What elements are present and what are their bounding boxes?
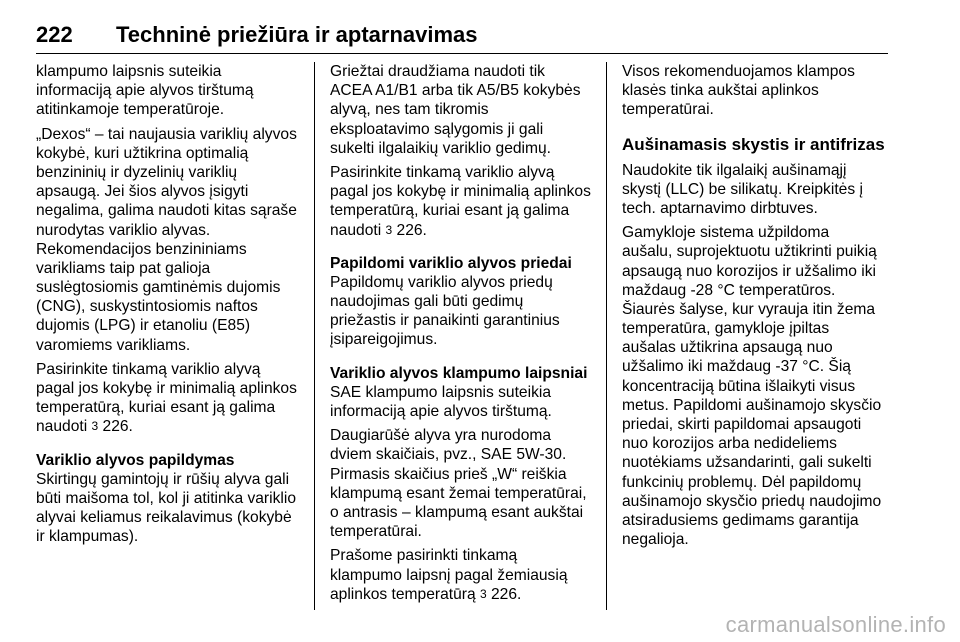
text-line: skystį (LLC) be silikatų. Kreipkitės į bbox=[622, 180, 863, 198]
text-line: naudojimas gali būti gedimų bbox=[330, 293, 524, 311]
section-heading: Variklio alyvos klampumo laipsniai bbox=[330, 364, 588, 382]
text-line: Naudokite tik ilgalaikį aušinamąjį bbox=[622, 161, 847, 179]
text-line: Pasirinkite tinkamą variklio alyvą bbox=[36, 360, 261, 378]
text-line: informaciją apie alyvos tirštumą bbox=[36, 82, 254, 100]
page-header bbox=[36, 22, 888, 50]
section-heading: Variklio alyvos papildymas bbox=[36, 451, 235, 469]
page-reference-icon: 3 bbox=[479, 586, 487, 601]
text-line: Papildomų variklio alyvos priedų bbox=[330, 273, 553, 291]
text-line: tech. aptarnavimo dirbtuves. bbox=[622, 199, 818, 217]
text-line: ir klampumas). bbox=[36, 528, 139, 546]
text: naudoti bbox=[330, 221, 386, 239]
text-line: Gamykloje sistema užpildoma bbox=[622, 224, 830, 242]
paragraph bbox=[330, 426, 596, 541]
text-line: koncentraciją būtina išlaikyti visus bbox=[622, 377, 856, 395]
paragraph bbox=[330, 273, 596, 350]
text-line: dviem skaičiais, pvz., SAE 5W-30. bbox=[330, 446, 567, 464]
text-line: aušalas užtikrina apsaugą nuo bbox=[622, 339, 833, 357]
text-line: priedai, skirti papildomai apsaugoti bbox=[622, 416, 862, 433]
section-heading: Papildomi variklio alyvos priedai bbox=[330, 254, 572, 272]
text-line: apsaugą nuo korozijos ir užšalimo iki bbox=[622, 262, 876, 280]
page-reference-icon: 3 bbox=[385, 222, 393, 237]
text-line: aušinamojo skysčio priedų naudojimo bbox=[622, 492, 882, 510]
text-line: klasės tinka aukštai aplinkos bbox=[622, 82, 819, 100]
text-line: atsiradusiems gedimams garantija bbox=[622, 511, 859, 529]
text-line: priežastis ir panaikinti garantinius bbox=[330, 312, 560, 330]
text-line: negalioja. bbox=[622, 531, 689, 549]
text-line: užšalimo iki maždaug -37 °C. Šią bbox=[622, 358, 851, 376]
text-line: (CNG), suskystintosiomis naftos bbox=[36, 298, 258, 316]
page-reference-link[interactable]: 226. bbox=[102, 418, 133, 436]
text-line: pagal jos kokybę ir minimalią aplinkos bbox=[36, 380, 297, 397]
watermark: carmanualsonline.info bbox=[725, 612, 946, 637]
paragraph bbox=[622, 161, 890, 219]
text-line: „Dexos“ – tai naujausia variklių alyvos bbox=[36, 125, 297, 143]
page-reference-link[interactable]: 226. bbox=[396, 221, 427, 239]
paragraph bbox=[330, 163, 596, 240]
text-line: klampumą esant žemai temperatūrai, bbox=[330, 484, 587, 502]
text-line: Rekomendacijos benzininiams bbox=[36, 240, 247, 258]
text-line: suslėgtosiomis gamtinėmis dujomis bbox=[36, 279, 281, 297]
paragraph bbox=[330, 383, 596, 421]
text-line: negalima, galima naudoti kitas sąraše bbox=[36, 202, 297, 220]
text-line: Griežtai draudžiama naudoti tik bbox=[330, 63, 545, 80]
text-line: varikliams taip pat galioja bbox=[36, 259, 211, 277]
text-line: Daugiarūšė alyva yra nurodoma bbox=[330, 427, 552, 445]
text-line: alyvai keliamus reikalavimus (kokybė bbox=[36, 509, 292, 527]
text-line: sukelti ilgalaikių variklio gedimų. bbox=[330, 139, 552, 157]
paragraph bbox=[36, 125, 304, 355]
paragraph bbox=[622, 62, 890, 120]
paragraph bbox=[36, 470, 304, 547]
text-line: atitinkamoje temperatūroje. bbox=[36, 101, 225, 119]
page-title: Techninė priežiūra ir aptarnavimas bbox=[116, 22, 478, 47]
header-divider bbox=[36, 53, 888, 54]
text-line: pagal jos kokybę ir minimalią aplinkos bbox=[330, 183, 591, 201]
text-line: nuotėkiams užsandarinti, gali sukelti bbox=[622, 454, 872, 472]
paragraph bbox=[36, 360, 304, 437]
page-reference-icon: 3 bbox=[91, 419, 99, 434]
text: aplinkos temperatūrą bbox=[330, 585, 480, 603]
text-line: Visos rekomenduojamos klampos bbox=[622, 63, 855, 80]
paragraph bbox=[330, 62, 596, 158]
paragraph bbox=[330, 546, 596, 604]
column-divider bbox=[606, 62, 607, 610]
text-line: nuo korozijos arba nedideliems bbox=[622, 435, 837, 453]
text-line bbox=[330, 585, 596, 604]
text-line: varomiems varikliams. bbox=[36, 336, 191, 354]
text-line: dujomis (LPG) ir etanoliu (E85) bbox=[36, 317, 251, 335]
text-line: informaciją apie alyvos tirštumą. bbox=[330, 403, 552, 420]
paragraph bbox=[36, 62, 304, 120]
text-line: nurodytas variklio alyvas. bbox=[36, 221, 211, 239]
text-line: ACEA A1/B1 arba tik A5/B5 kokybės bbox=[330, 82, 581, 100]
text-line: Pirmasis skaičius prieš „W“ reiškia bbox=[330, 465, 567, 483]
text-line: o antrasis – klampumą esant aukštai bbox=[330, 503, 584, 521]
text-line: maždaug -28 °C temperatūros. bbox=[622, 281, 836, 299]
text-line: SAE klampumo laipsnis suteikia bbox=[330, 383, 552, 401]
page-number: 222 bbox=[36, 22, 73, 47]
text: naudoti bbox=[36, 418, 92, 436]
text-line: metus. Papildomi aušinamojo skysčio bbox=[622, 396, 882, 414]
column-2 bbox=[330, 62, 596, 604]
text-line: Skirtingų gamintojų ir rūšių alyva gali bbox=[36, 470, 290, 488]
text-line: alyvą, nes tam tikromis bbox=[330, 101, 489, 119]
text-line: aušalu, suprojektuotu užtikrinti puikią bbox=[622, 243, 877, 261]
column-1 bbox=[36, 62, 304, 547]
paragraph bbox=[622, 223, 890, 549]
text-line: Prašome pasirinkti tinkamą bbox=[330, 547, 518, 565]
section-heading: Aušinamasis skystis ir antifrizas bbox=[622, 134, 885, 154]
text-line: benzininių ir dyzelinių variklių bbox=[36, 163, 238, 181]
text-line: Šiaurės šalyse, kur vyrauja itin žema bbox=[622, 300, 876, 318]
text-line: temperatūrą, kuriai esant ją galima bbox=[330, 202, 570, 220]
text-line: Pasirinkite tinkamą variklio alyvą bbox=[330, 163, 555, 181]
text-line: apsaugą. Jei šios alyvos įsigyti bbox=[36, 183, 249, 201]
text-line: funkcinių problemų. Dėl papildomų bbox=[622, 473, 862, 491]
text-line: kokybė, kuri užtikrina optimalią bbox=[36, 144, 249, 162]
text-line: temperatūrai. bbox=[622, 101, 714, 119]
text-line: klampumo laipsnį pagal žemiausią bbox=[330, 566, 568, 584]
text-line: temperatūrą, kuriai esant ją galima bbox=[36, 399, 276, 417]
text-line: būti maišoma tol, kol ji atitinka variklio bbox=[36, 489, 296, 507]
text-line bbox=[36, 417, 304, 436]
text-line bbox=[330, 221, 596, 240]
text-line: klampumo laipsnis suteikia bbox=[36, 63, 222, 80]
column-divider bbox=[314, 62, 315, 610]
column-3 bbox=[622, 62, 890, 549]
text-line: eksploatavimo sąlygomis ji gali bbox=[330, 120, 544, 138]
text-line: temperatūrai. bbox=[330, 523, 422, 541]
page-reference-link[interactable]: 226. bbox=[490, 585, 522, 603]
text-line: temperatūra, gamykloje įpiltas bbox=[622, 320, 830, 338]
text-line: įsipareigojimus. bbox=[330, 331, 438, 349]
